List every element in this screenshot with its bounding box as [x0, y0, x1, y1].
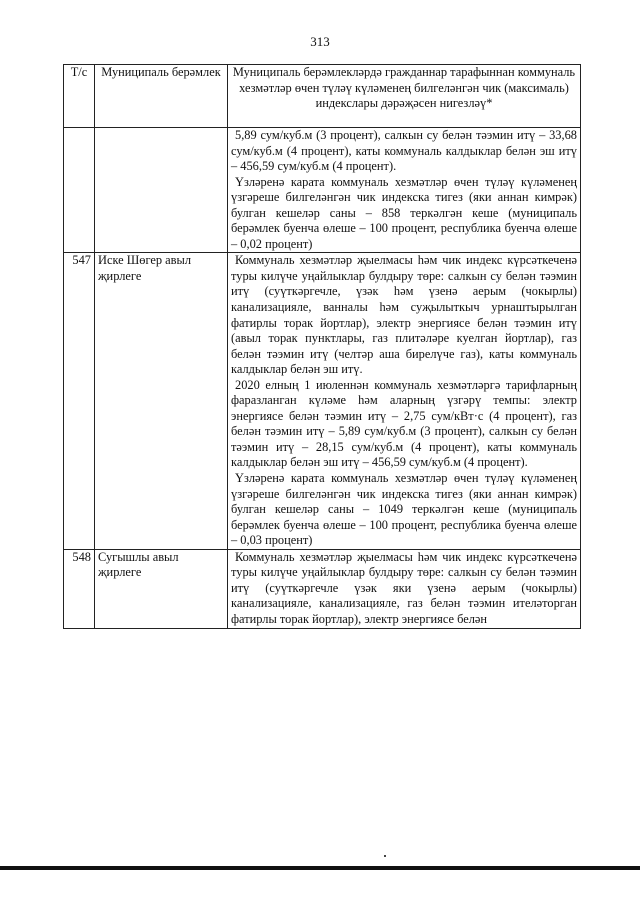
index-description [228, 549, 581, 628]
paragraph: Коммуналь хезмәтләр җыелмасы һәм чик индекс күрсәткеченә туры килүче уңайлыклар булдыру төре: салкын су белән тәэмин итү (суүткәргечле үзәк яки үзенә аерым (чокырлы) канализацияле, канализацияле, газ белән тәэмин ителәторган фатирлы торак йортлар), электр энергиясе белән [231, 549, 577, 626]
table-row [64, 253, 581, 549]
municipality-name: Сугышлы авыл җирлеге [95, 549, 228, 628]
column-header-index-justification: Муниципаль берәмлекләрдә гражданнар тарафыннан коммуналь хезмәтләр өчен түләү күләменең билгеләнгән чик (максималь) индекслары дәрәҗәсен нигезләү* [228, 65, 581, 128]
municipality-name: Иске Шөгер авыл җирлеге [95, 253, 228, 549]
paragraph: 2020 елның 1 июленнән коммуналь хезмәтләргә тарифларның фаразланган күләме һәм аларның үзгәрү темпы: электр энергиясе белән тәэмин итү – 2,75 сум/кВт·с (4 процент), газ белән тәэмин итү – 5,89 сум/куб.м (3 процент), салкын су белән тәэмин итү – 28,15 сум/куб.м (4 процент), каты коммуналь калдыклар белән эш итү – 456,59 сум/куб.м (4 процент). [231, 377, 577, 470]
row-number: 547 [64, 253, 95, 549]
index-description [228, 253, 581, 549]
row-number: 548 [64, 549, 95, 628]
tariff-index-table [63, 64, 581, 629]
municipality-name [95, 128, 228, 253]
table-row [64, 128, 581, 253]
row-number [64, 128, 95, 253]
page-number: 313 [310, 34, 330, 49]
table-row [64, 549, 581, 628]
scan-speck [384, 855, 386, 857]
paragraph: Үзләренә карата коммуналь хезмәтләр өчен түләү күләменең үзгәреше билгеләнгән чик индекска тигез (яки аннан кимрәк) булган кешеләр саны – 858 теркәлгән кеше (муниципаль берәмлек буенча өлеше – 100 процент, республика буенча өлеше – 0,02 процент) [231, 174, 577, 251]
column-header-municipality: Муниципаль берәмлек [95, 65, 228, 128]
paragraph: Коммуналь хезмәтләр җыелмасы һәм чик индекс күрсәткеченә туры килүче уңайлыклар булдыру төре: салкын су белән тәэмин итү (суүткәргечле, үзәк һәм үзенә аерым (чокырлы) канализацияле, ванналы һәм суҗылыткыч урнаштырылган фатирлы торак йортлар), электр энергиясе белән тәэмин итү (авыл торак пунктлары, газ плитәләре куелган йортлар), газ белән тәэмин итү (челтәр аша бирелүче газ), каты коммуналь калдыклар белән эш итү. [231, 253, 577, 377]
paragraph: 5,89 сум/куб.м (3 процент), салкын су белән тәэмин итү – 33,68 сум/куб.м (4 процент), каты коммуналь калдыклар белән эш итү – 456,59 сум/куб.м (4 процент). [231, 128, 577, 174]
column-header-number: Т/с [64, 65, 95, 128]
table-header-row [64, 65, 581, 128]
index-description [228, 128, 581, 253]
bottom-scan-rule [0, 866, 640, 870]
paragraph: Үзләренә карата коммуналь хезмәтләр өчен түләү күләменең үзгәреше билгеләнгән чик индекска тигез (яки аннан кимрәк) булган кешеләр саны – 1049 теркәлгән кеше (муниципаль берәмлек буенча өлеше – 100 процент, республика буенча өлеше – 0,03 процент) [231, 471, 577, 548]
